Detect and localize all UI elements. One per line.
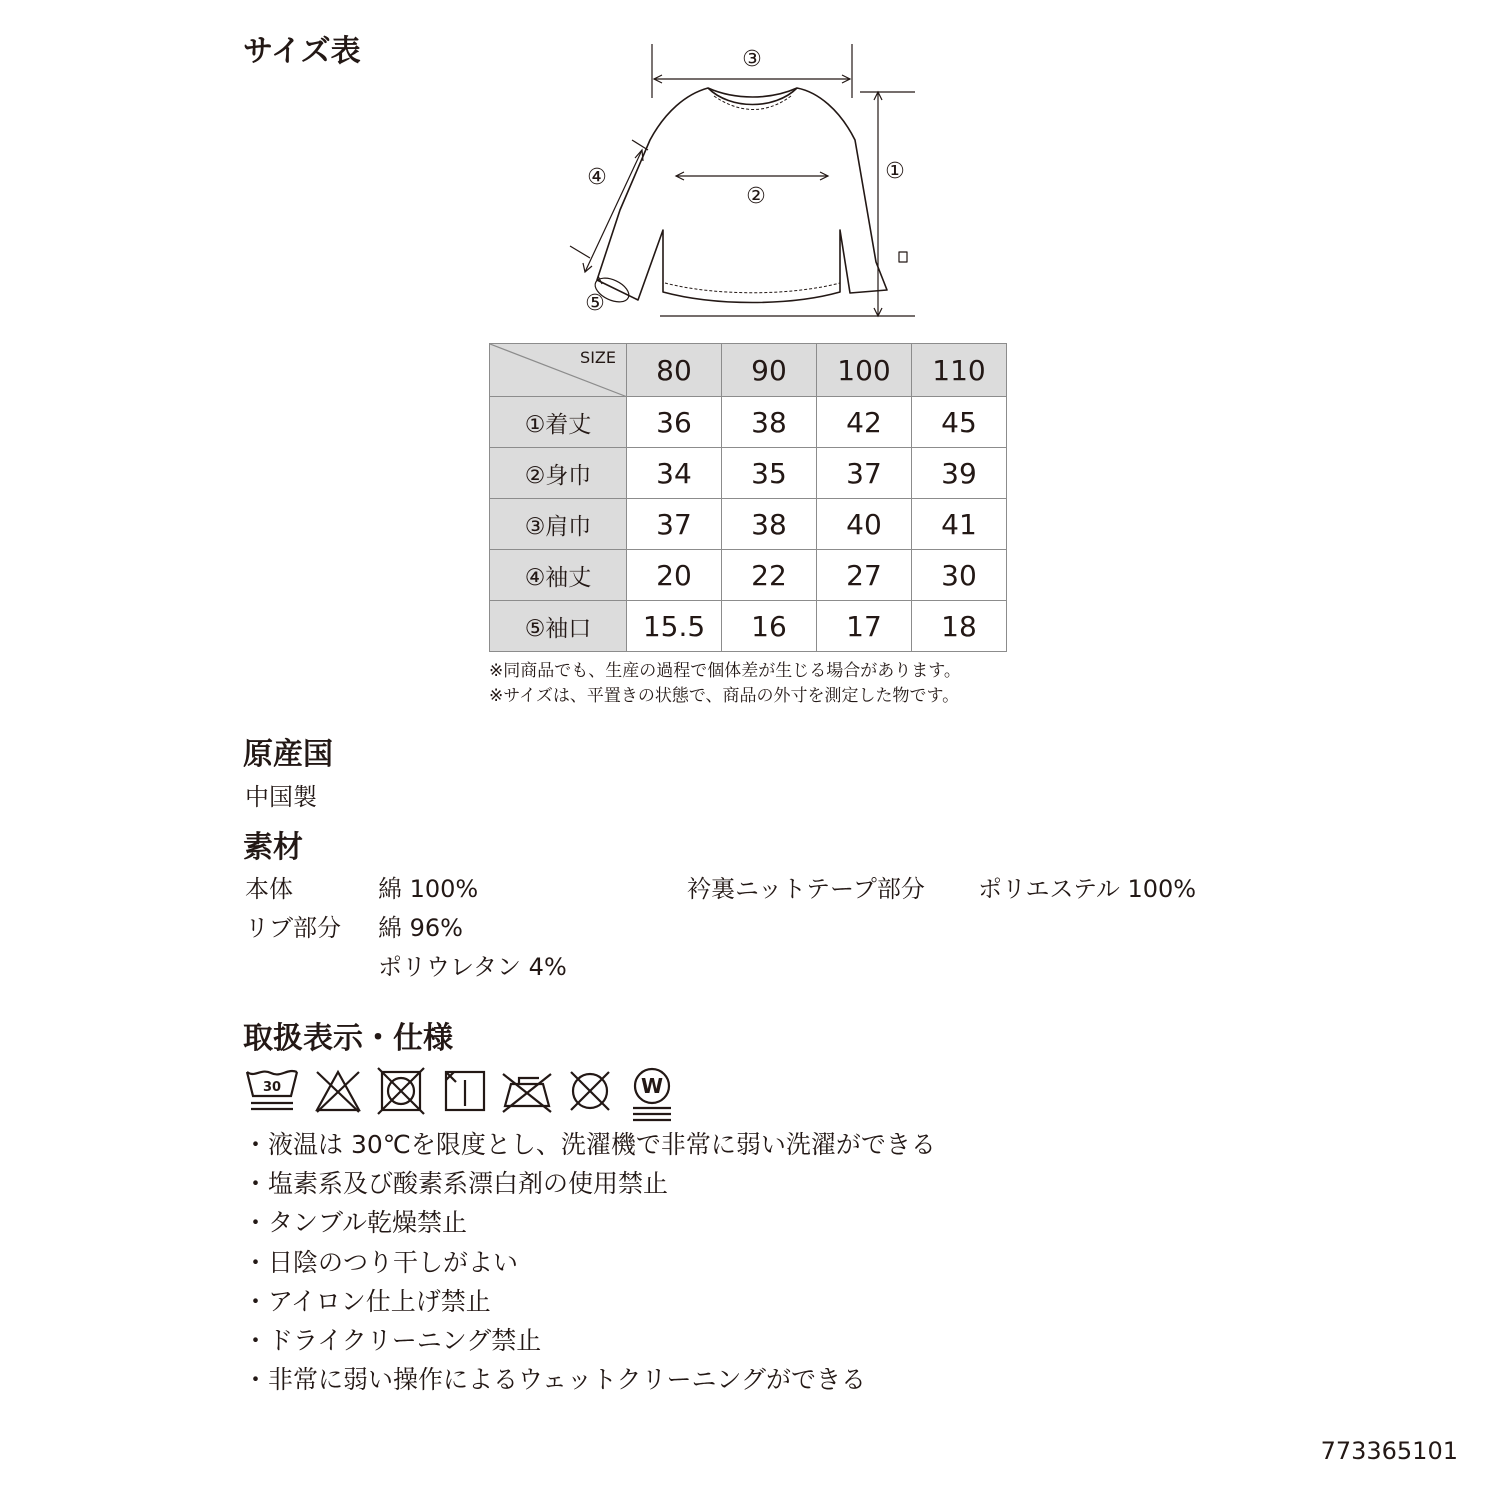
- size-note-1: ※同商品でも、生産の過程で個体差が生じる場合があります。: [489, 661, 961, 681]
- row-label-length: ①着丈: [490, 397, 627, 448]
- no-bleach-icon: [313, 1066, 363, 1116]
- svg-text:W: W: [640, 1074, 664, 1098]
- size-header-80: 80: [627, 344, 722, 397]
- material-rib-value-2: ポリウレタン 4%: [378, 953, 567, 981]
- table-cell: 45: [912, 397, 1007, 448]
- size-chart-title: サイズ表: [243, 34, 361, 69]
- row-label-sleeve-length: ④袖丈: [490, 550, 627, 601]
- wet-clean-very-gentle-icon: [629, 1066, 675, 1122]
- callout-3: ③: [742, 47, 762, 72]
- table-cell: 34: [627, 448, 722, 499]
- table-cell: 37: [817, 448, 912, 499]
- callout-1: ①: [885, 159, 905, 184]
- garment-outline: [597, 88, 887, 303]
- origin-value: 中国製: [245, 783, 317, 811]
- size-corner-label: SIZE: [580, 348, 616, 367]
- callout-4: ④: [587, 165, 607, 190]
- care-instructions-list: [243, 1131, 936, 1405]
- list-item: ・日陰のつり干しがよい: [243, 1247, 519, 1277]
- material-title: 素材: [243, 830, 303, 865]
- care-title: 取扱表示・仕様: [243, 1021, 453, 1056]
- table-row: [490, 397, 1007, 448]
- table-cell: 30: [912, 550, 1007, 601]
- table-cell: 41: [912, 499, 1007, 550]
- list-item: ・塩素系及び酸素系漂白剤の使用禁止: [243, 1169, 669, 1199]
- row-label-cuff: ⑤袖口: [490, 601, 627, 652]
- table-row: [490, 499, 1007, 550]
- list-item: ・タンブル乾燥禁止: [243, 1208, 468, 1238]
- table-cell: 27: [817, 550, 912, 601]
- size-header-110: 110: [912, 344, 1007, 397]
- svg-text:30: 30: [262, 1080, 282, 1095]
- size-table: [489, 343, 1007, 652]
- table-cell: 16: [722, 601, 817, 652]
- table-row: [490, 448, 1007, 499]
- material-rib-label: リブ部分: [245, 914, 341, 942]
- list-item: ・アイロン仕上げ禁止: [243, 1286, 491, 1316]
- no-tumble-dry-icon: [376, 1066, 426, 1116]
- size-note-2: ※サイズは、平置きの状態で、商品の外寸を測定した物です。: [489, 686, 960, 706]
- wash-30-gentle-icon: [243, 1066, 301, 1116]
- table-cell: 36: [627, 397, 722, 448]
- table-cell: 18: [912, 601, 1007, 652]
- garment-measurement-diagram: [560, 38, 930, 328]
- row-label-shoulder-width: ③肩巾: [490, 499, 627, 550]
- size-header-row: [490, 344, 1007, 397]
- no-dry-clean-icon: [565, 1066, 615, 1116]
- table-cell: 37: [627, 499, 722, 550]
- callout-2: ②: [746, 184, 766, 209]
- size-header-90: 90: [722, 344, 817, 397]
- list-item: ・ドライクリーニング禁止: [243, 1325, 542, 1355]
- material-rib-value-1: 綿 96%: [378, 914, 463, 942]
- table-cell: 22: [722, 550, 817, 601]
- table-cell: 20: [627, 550, 722, 601]
- table-row: [490, 550, 1007, 601]
- table-cell: 17: [817, 601, 912, 652]
- table-row: [490, 601, 1007, 652]
- callout-5: ⑤: [585, 291, 605, 316]
- material-body-label: 本体: [245, 875, 293, 903]
- table-cell: 40: [817, 499, 912, 550]
- table-cell: 15.5: [627, 601, 722, 652]
- size-corner-cell: [490, 344, 627, 397]
- table-cell: 35: [722, 448, 817, 499]
- size-header-100: 100: [817, 344, 912, 397]
- no-iron-icon: [499, 1066, 555, 1116]
- product-code: 773365101: [1320, 1437, 1458, 1465]
- row-label-body-width: ②身巾: [490, 448, 627, 499]
- table-cell: 38: [722, 499, 817, 550]
- material-collar-label: 衿裏ニットテープ部分: [687, 875, 925, 903]
- origin-title: 原産国: [243, 737, 333, 772]
- table-cell: 39: [912, 448, 1007, 499]
- list-item: ・非常に弱い操作によるウェットクリーニングができる: [243, 1365, 867, 1395]
- material-body-value: 綿 100%: [378, 875, 479, 903]
- table-cell: 42: [817, 397, 912, 448]
- material-collar-value: ポリエステル 100%: [978, 875, 1197, 903]
- table-cell: 38: [722, 397, 817, 448]
- shade-line-dry-icon: [440, 1066, 490, 1116]
- list-item: ・液温は 30℃を限度とし、洗濯機で非常に弱い洗濯ができる: [243, 1130, 936, 1159]
